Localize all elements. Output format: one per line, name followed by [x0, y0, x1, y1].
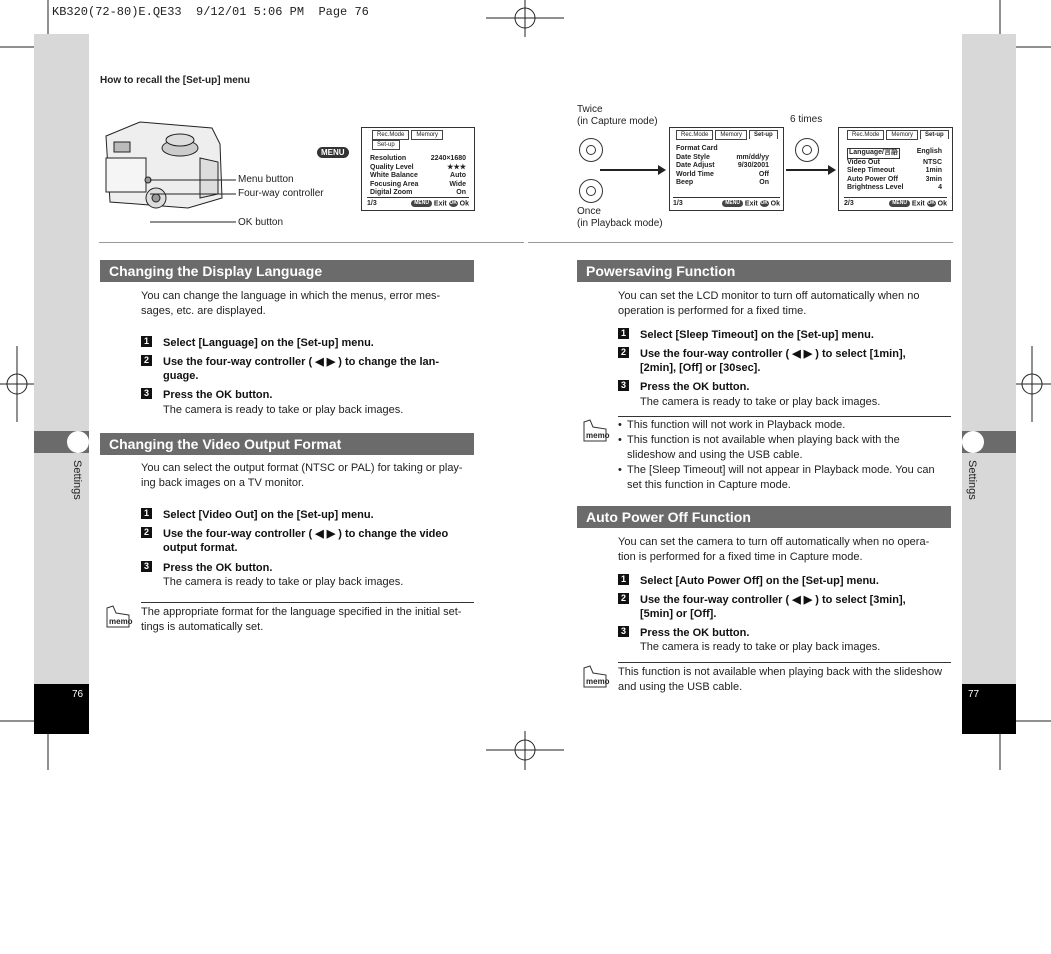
print-header: KB320(72-80)E.QE33 9/12/01 5:06 PM Page 76 [52, 5, 369, 19]
row-value: 2240×1680 [430, 155, 466, 162]
menu-pill: MENU [889, 200, 910, 207]
step-text: Press the OK button. [163, 389, 273, 401]
right-page-number: 77 [968, 689, 980, 700]
memo-icon [104, 605, 133, 627]
callout-lines [150, 170, 240, 230]
row-label: Brightness Level [847, 184, 904, 191]
memo-rule [618, 416, 951, 417]
ok-label: Ok [770, 200, 780, 207]
row-value: NTSC [922, 158, 942, 166]
memo-rule [618, 662, 951, 663]
step-subtext: The camera is ready to take or play back images. [163, 576, 404, 588]
callout-ok-button: OK button [238, 217, 284, 228]
step-subtext: The camera is ready to take or play back images. [640, 396, 881, 408]
menu-pill: MENU [722, 200, 743, 207]
four-way-controller-icon [579, 138, 603, 162]
step-text: Select [Sleep Timeout] on the [Set-up] menu. [640, 329, 874, 341]
left-side-tab-label: Settings [71, 460, 83, 500]
memo-bullets: • This function will not work in Playback mode. • This function is not available when playing back with the slideshow and using the USB cable. • The [Sleep Timeout] will not appear in Playback mode. You can set this function in Capture mode. [618, 419, 935, 491]
step-number: 1 [141, 508, 152, 519]
intro-display-language: You can change the language in which the menus, error mes- sages, etc. are displayed. [141, 290, 441, 317]
row-label: Sleep Timeout [847, 167, 895, 174]
intro-video-output: You can select the output format (NTSC or PAL) for taking or play- ing back images on a TV monitor. [141, 462, 463, 489]
step-number: 3 [618, 380, 629, 391]
row-value: 4 [938, 184, 942, 191]
step-number: 2 [141, 355, 152, 366]
once-label: Once (in Playback mode) [577, 206, 663, 229]
ok-label: Ok [459, 200, 469, 207]
svg-text:memo: memo [109, 617, 133, 626]
row-value: Auto [450, 172, 466, 179]
row-label-selected: Language/言語 [847, 148, 900, 159]
row-label: Format Card [676, 145, 718, 152]
step-text: Use the four-way controller ( ◀ ▶ ) to select [3min], [5min] or [Off]. [640, 594, 906, 620]
row-label: White Balance [370, 172, 418, 179]
step-number: 3 [618, 626, 629, 637]
right-side-tab-label: Settings [966, 460, 978, 500]
screen-tabs [362, 128, 474, 150]
ok-pill: OK [927, 199, 935, 206]
ok-pill: OK [449, 199, 457, 206]
step-text: Use the four-way controller ( ◀ ▶ ) to change the lan- guage. [163, 356, 440, 382]
menu-pill: MENU [411, 200, 432, 207]
screen-page: 1/3 [367, 199, 377, 207]
step-number: 1 [618, 574, 629, 585]
right-tab-circle [962, 431, 984, 453]
intro-auto-power-off: You can set the camera to turn off automatically when no opera- tion is performed for a fixed time in Capture mode. [618, 536, 930, 563]
memo-text: The appropriate format for the language specified in the initial set- tings is automatically set. [141, 606, 462, 633]
left-side-bar [34, 34, 89, 684]
memo-bullet: This function will not work in Playback mode. [627, 419, 846, 431]
row-label: Resolution [370, 155, 407, 162]
tab-setup: Set-up [920, 130, 949, 139]
row-value: On [759, 179, 769, 186]
left-page-number: 76 [72, 689, 84, 700]
row-label: Date Adjust [676, 162, 715, 169]
step-text: Press the OK button. [163, 562, 273, 574]
svg-text:memo: memo [586, 431, 610, 440]
row-value: mm/dd/yy [736, 153, 769, 161]
memo-text: This function is not available when playing back with the slideshow and using the USB cable. [618, 666, 943, 693]
heading-powersaving: Powersaving Function [577, 260, 951, 282]
step-subtext: The camera is ready to take or play back images. [163, 404, 404, 416]
left-tab-circle [67, 431, 89, 453]
setup-screen-page2 [838, 127, 953, 211]
step-number: 2 [618, 593, 629, 604]
ok-pill: OK [760, 199, 768, 206]
memo-bullet: The [Sleep Timeout] will not appear in Playback mode. You can set this function in Capture mode. [627, 464, 935, 491]
svg-text:memo: memo [586, 677, 610, 686]
step-text: Use the four-way controller ( ◀ ▶ ) to change the video output format. [163, 528, 449, 554]
exit-label: Exit [744, 200, 758, 207]
exit-label: Exit [911, 200, 925, 207]
screen-footer [844, 197, 947, 207]
step-text: Select [Language] on the [Set-up] menu. [163, 337, 374, 349]
right-side-bar [962, 34, 1016, 684]
step-text: Press the OK button. [640, 627, 750, 639]
tab-memory: Memory [886, 130, 918, 140]
tab-rec-mode: Rec.Mode [847, 130, 884, 140]
row-value: 1min [925, 167, 942, 174]
tab-rec-mode: Rec.Mode [372, 130, 409, 140]
row-label: Video Out [847, 158, 880, 166]
row-value: Wide [449, 180, 466, 188]
row-label: Focusing Area [370, 180, 419, 188]
tab-setup: Set-up [749, 130, 778, 139]
row-value: English [916, 148, 942, 155]
tab-memory: Memory [411, 130, 443, 140]
step-text: Select [Auto Power Off] on the [Set-up] menu. [640, 575, 879, 587]
row-label: Beep [676, 179, 694, 186]
screen-tabs [839, 128, 952, 140]
heading-auto-power-off: Auto Power Off Function [577, 506, 951, 528]
step-text: Press the OK button. [640, 381, 750, 393]
memo-rule [141, 602, 474, 603]
memo-icon [581, 665, 610, 687]
row-label: Auto Power Off [847, 175, 898, 183]
screen-footer [673, 197, 780, 207]
tab-rec-mode: Rec.Mode [676, 130, 713, 140]
setup-screen-recmode [361, 127, 475, 211]
menu-badge: MENU [317, 147, 349, 158]
six-times-label: 6 times [790, 114, 823, 125]
screen-footer [367, 197, 469, 207]
step-number: 1 [618, 328, 629, 339]
row-label: Digital Zoom [370, 189, 413, 196]
row-value: 3min [925, 175, 942, 183]
row-value: Off [758, 170, 769, 178]
row-label: World Time [676, 170, 714, 178]
right-top-rule [528, 242, 953, 243]
row-label: Quality Level [370, 163, 414, 171]
four-way-controller-icon [579, 179, 603, 203]
screen-page: 2/3 [844, 199, 854, 207]
four-way-controller-icon [795, 138, 819, 162]
exit-label: Exit [433, 200, 447, 207]
recall-title: How to recall the [Set-up] menu [100, 75, 251, 86]
step-number: 3 [141, 561, 152, 572]
step-number: 2 [618, 347, 629, 358]
step-text: Select [Video Out] on the [Set-up] menu. [163, 509, 374, 521]
step-number: 1 [141, 336, 152, 347]
callout-menu-button: Menu button [238, 174, 294, 185]
step-number: 3 [141, 388, 152, 399]
row-label: Date Style [676, 153, 710, 161]
tab-memory: Memory [715, 130, 747, 140]
left-top-rule [99, 242, 524, 243]
memo-icon [581, 419, 610, 441]
row-value: On [456, 189, 466, 196]
twice-label: Twice (in Capture mode) [577, 104, 658, 127]
heading-video-output: Changing the Video Output Format [100, 433, 474, 455]
step-number: 2 [141, 527, 152, 538]
step-subtext: The camera is ready to take or play back images. [640, 641, 881, 653]
heading-display-language: Changing the Display Language [100, 260, 474, 282]
ok-label: Ok [937, 200, 947, 207]
memo-bullet: This function is not available when playing back with the slideshow and using the USB cable. [627, 434, 900, 461]
row-value: ★★★ [447, 163, 466, 171]
screen-page: 1/3 [673, 199, 683, 207]
callout-four-way: Four-way controller [238, 188, 324, 199]
row-value: 9/30/2001 [737, 162, 769, 169]
screen-tabs [670, 128, 783, 140]
step-text: Use the four-way controller ( ◀ ▶ ) to select [1min], [2min], [Off] or [30sec]. [640, 348, 906, 374]
setup-screen-page1 [669, 127, 784, 211]
tab-setup: Set-up [372, 140, 400, 150]
intro-powersaving: You can set the LCD monitor to turn off automatically when no operation is performed for a fixed time. [618, 290, 920, 317]
